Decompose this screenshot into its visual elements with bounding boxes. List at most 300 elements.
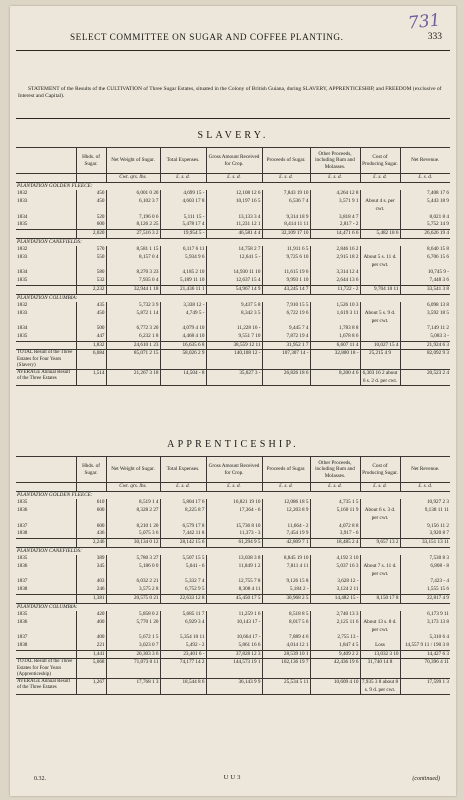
table-cell: 7,442 11 8 (160, 530, 206, 538)
table-cell: 570 (76, 246, 106, 254)
subtotal-cell: 1,381 (76, 594, 106, 603)
subtotal-cell: 30,968 2 5 (262, 594, 310, 603)
table-row (16, 269, 450, 277)
table-row (16, 325, 450, 333)
table-cell: 9,725 6 10 (262, 254, 310, 269)
table-cell: 15,736 8 10 (206, 523, 262, 531)
apprenticeship-group-name: PLANTATION COLUMBIA: (17, 603, 78, 610)
table-cell: 11,664 - 2 (262, 523, 310, 531)
table-cell: 11,911 6 5 (262, 246, 310, 254)
summary-cell: 7,935 3 8 about 8 s. 9 d. per cwt. (360, 679, 400, 695)
subtotal-cell: 28,142 15 6 (160, 538, 206, 547)
slavery-summary-row (16, 350, 450, 370)
table-cell: 8,021 8 4 (400, 214, 450, 222)
table-cell: 600 (76, 221, 106, 229)
table-cell: 3,338 12 - (160, 302, 206, 310)
subtotal-cell: 22,633 12 8 (160, 594, 206, 603)
subtotal-cell: 5,482 18 6 (360, 229, 400, 238)
subtotal-cell: 19,954 5 - (160, 229, 206, 238)
table-cell: 4,735 1 5 (310, 499, 360, 507)
year-cell: 1836 (17, 563, 28, 570)
table-cell: 11,259 1 6 (206, 611, 262, 619)
slavery-column-header: Hhds. of Sugar. (76, 148, 106, 174)
table-cell: 3,818 4 7 (310, 214, 360, 222)
summary-cell: 25,534 5 11 (262, 679, 310, 695)
subtotal-cell: 32,109 17 10 (262, 229, 310, 238)
subtotal-cell: 31,952 1 7 (262, 341, 310, 350)
subtotal-cell: 45,450 17 5 (206, 594, 262, 603)
table-cell: 7,811 4 11 (262, 563, 310, 578)
table-cell: 6,929 3 4 (160, 619, 206, 634)
apprenticeship-subtotal-row (16, 538, 450, 547)
subtotal-cell: 16,635 6 8 (160, 341, 206, 350)
table-cell: 8,017 5 6 (262, 619, 310, 634)
table-cell: 10,664 17 - (206, 634, 262, 642)
table-cell: 1,847 4 5 (310, 642, 360, 650)
table-cell: 7,889 4 6 (262, 634, 310, 642)
table-cell: 435 (76, 302, 106, 310)
table-cell: 7,935 0 4 (106, 277, 160, 285)
year-cell: 1834 (17, 269, 28, 276)
slavery-column-header: Proceeds of Sugar. (262, 148, 310, 174)
table-cell: 532 (76, 277, 106, 285)
table-cell: 5,861 16 6 (206, 642, 262, 650)
table-cell (360, 325, 400, 333)
table-cell: 7,872 19 4 (262, 333, 310, 341)
table-cell: 5,507 15 5 (160, 555, 206, 563)
table-cell: 4,185 2 10 (160, 269, 206, 277)
slavery-unit-label: £. s. d. (310, 174, 360, 183)
apprenticeship-unit-label: £. s. d. (262, 483, 310, 492)
year-cell: 1836 (17, 618, 28, 625)
summary-cell: 1,514 (76, 370, 106, 386)
year-cell: 1833 (17, 198, 28, 205)
slavery-unit-label: £. s. d. (206, 174, 262, 183)
slavery-unit-label: Cwt. qrs. lbs. (106, 174, 160, 183)
table-row (16, 254, 450, 269)
apprenticeship-unit-label: £. s. d. (400, 483, 450, 492)
table-cell: 3,314 12 4 (310, 269, 360, 277)
summary-cell: 71,073 0 11 (106, 659, 160, 679)
table-cell: 10,143 17 - (206, 619, 262, 634)
table-cell: 8,210 1 20 (106, 523, 160, 531)
table-cell: 8,126 2 25 (106, 221, 160, 229)
subtotal-cell: 43,245 14 7 (262, 285, 310, 294)
table-cell: 9,126 15 8 (262, 578, 310, 586)
table-cell: 1,619 3 11 (310, 310, 360, 325)
subtotal-cell: 14,427 6 3 (400, 650, 450, 659)
table-row (16, 221, 450, 229)
table-cell: 3,575 2 8 (106, 586, 160, 594)
summary-cell: 26,826 18 6 (262, 370, 310, 386)
table-cell (360, 333, 400, 341)
table-cell: 450 (76, 190, 106, 198)
table-cell: 4,072 8 8 (310, 523, 360, 531)
year-cell: 1835 (17, 555, 28, 562)
apprenticeship-summary-row (16, 679, 450, 695)
table-cell: Loss (360, 642, 400, 650)
table-cell: 10,927 2 3 (400, 499, 450, 507)
table-cell: 6,117 6 11 (160, 246, 206, 254)
table-cell: 5,492 - 2 (160, 642, 206, 650)
table-row (16, 578, 450, 586)
table-cell: 4,603 17 8 (160, 198, 206, 213)
apprenticeship-units-row (16, 483, 450, 492)
table-cell: About 13 s. 8 d. per cwt. (360, 619, 400, 634)
table-cell: 8,518 8 5 (262, 611, 310, 619)
table-cell: 5,111 15 - (160, 214, 206, 222)
year-cell: 1834 (17, 325, 28, 332)
summary-label: AVERAGE Annual Result of the Three Estates (16, 370, 76, 386)
table-cell: 520 (76, 214, 106, 222)
table-cell: 5,037 16 3 (310, 563, 360, 578)
summary-cell: 8,200 4 6 (310, 370, 360, 386)
table-cell: 450 (76, 198, 106, 213)
section-heading-apprenticeship: APPRENTICESHIP. (167, 439, 299, 450)
subtotal-cell: 32,944 1 18 (106, 285, 160, 294)
table-cell: 3,023 0 7 (106, 642, 160, 650)
summary-cell: 42,436 19 6 (310, 659, 360, 679)
year-cell: 1835 (17, 499, 28, 506)
table-cell: 9,551 7 10 (206, 333, 262, 341)
subtotal-cell (16, 650, 76, 659)
slavery-summary-row (16, 370, 450, 386)
slavery-unit-label (76, 174, 106, 183)
table-cell: 5,872 1 14 (106, 310, 160, 325)
table-cell: About 6 s. 3 d. per cwt. (360, 507, 400, 522)
table-cell: 5,804 17 6 (160, 499, 206, 507)
table-cell: 9,314 18 9 (262, 214, 310, 222)
apprenticeship-table (16, 456, 450, 695)
table-cell: 2,846 16 2 (310, 246, 360, 254)
subtotal-cell: 13,032 3 10 (360, 650, 400, 659)
table-cell (360, 586, 400, 594)
subtotal-cell: 2,232 (76, 285, 106, 294)
table-cell: 600 (76, 507, 106, 522)
table-cell: 9,138 11 11 (400, 507, 450, 522)
table-row (16, 302, 450, 310)
summary-cell: 85,071 2 15 (106, 350, 160, 370)
year-cell: 1832 (17, 302, 28, 309)
apprenticeship-group-name: PLANTATION GOLDEN FLEECE: (17, 491, 93, 498)
subtotal-cell: 8,150 17 8 (360, 594, 400, 603)
table-cell: 5,041 - 6 (160, 563, 206, 578)
subtotal-cell: 6,607 11 4 (310, 341, 360, 350)
table-cell: 12,086 18 5 (262, 499, 310, 507)
table-row (16, 499, 450, 507)
table-row (16, 277, 450, 285)
summary-label: TOTAL Result of the Three Estates for Four Years (Slavery) (16, 350, 76, 370)
statement-paragraph: STATEMENT of the Results of the CULTIVATION of Three Sugar Estates, situated in the Colony of British Guiana, during SLAVERY, APPRENTICESHIP, and FREEDOM (exclusive of Interest and Capital). (18, 86, 442, 100)
summary-cell: 5,068 (76, 659, 106, 679)
table-cell: 610 (76, 499, 106, 507)
summary-cell: 32,800 18 - (310, 350, 360, 370)
table-cell: 600 (76, 523, 106, 531)
table-cell: 9,993 1 10 (262, 277, 310, 285)
subtotal-cell: 21,924 6 3 (400, 341, 450, 350)
table-cell: 1,526 10 3 (310, 302, 360, 310)
apprenticeship-group-heading-row (16, 547, 450, 555)
table-cell: 221 (76, 642, 106, 650)
year-cell: 1836 (17, 507, 28, 514)
table-cell: 8,328 2 27 (106, 507, 160, 522)
table-cell: 420 (76, 611, 106, 619)
slavery-column-header: Total Expenses. (160, 148, 206, 174)
table-cell: 4,749 5 - (160, 310, 206, 325)
table-cell: 7,408 17 6 (400, 190, 450, 198)
apprenticeship-column-header (16, 457, 76, 483)
summary-cell: 102,136 19 7 (262, 659, 310, 679)
table-cell: 5,310 6 4 (400, 634, 450, 642)
subtotal-cell: 30,134 0 12 (106, 538, 160, 547)
summary-cell: 17,768 1 3 (106, 679, 160, 695)
table-cell: 3,917 - 6 (310, 530, 360, 538)
subtotal-cell (16, 594, 76, 603)
subtotal-cell: 42,809 7 1 (262, 538, 310, 547)
apprenticeship-group-heading-row (16, 603, 450, 611)
table-cell: 9,156 11 2 (400, 523, 450, 531)
slavery-column-header: Net Revenue. (400, 148, 450, 174)
table-cell: 3,571 9 1 (310, 198, 360, 213)
footer-continued: (continued) (412, 776, 440, 782)
table-cell: 8,270 3 23 (106, 269, 160, 277)
table-cell: 14,557 9 11 / 190 3 8 (400, 642, 450, 650)
slavery-table (16, 147, 450, 386)
summary-cell: 21,267 3 18 (106, 370, 160, 386)
subtotal-cell: 2,246 (76, 538, 106, 547)
slavery-group-heading-row (16, 294, 450, 302)
table-row (16, 523, 450, 531)
table-row (16, 563, 450, 578)
table-cell: 7,149 11 2 (400, 325, 450, 333)
table-row (16, 586, 450, 594)
table-cell: 5,780 3 27 (106, 555, 160, 563)
table-cell: 11,849 1 2 (206, 563, 262, 578)
subtotal-cell: 24,610 1 23 (106, 341, 160, 350)
subtotal-cell: 22,817 4 9 (400, 594, 450, 603)
table-cell: 500 (76, 325, 106, 333)
table-cell: 6,536 7 4 (262, 198, 310, 213)
table-cell: 12,203 8 9 (262, 507, 310, 522)
table-cell: 6,808 - 8 (400, 563, 450, 578)
table-cell: About 7 s. 11 d. per cwt. (360, 563, 400, 578)
summary-cell: 58,026 2 9 (160, 350, 206, 370)
apprenticeship-unit-label: £. s. d. (360, 483, 400, 492)
table-row (16, 619, 450, 634)
table-cell: 17,364 - 6 (206, 507, 262, 522)
summary-cell: 70,396 4 11 (400, 659, 450, 679)
subtotal-cell: 33,541 3 8 (400, 285, 450, 294)
year-cell: 1832 (17, 190, 28, 197)
summary-cell: 82,092 9 3 (400, 350, 450, 370)
table-row (16, 310, 450, 325)
table-cell: 6,098 13 8 (400, 302, 450, 310)
apprenticeship-unit-label: £. s. d. (310, 483, 360, 492)
slavery-unit-label: £. s. d. (262, 174, 310, 183)
subtotal-cell (16, 538, 76, 547)
table-cell: 5,184 2 - (262, 586, 310, 594)
year-cell: 1837 (17, 522, 28, 529)
table-cell: 2,740 13 3 (310, 611, 360, 619)
table-cell: 246 (76, 586, 106, 594)
table-cell: 7,423 - 4 (400, 578, 450, 586)
slavery-column-header: Other Proceeds, including Rum and Molasses. (310, 148, 360, 174)
year-cell: 1838 (17, 586, 28, 593)
table-cell: 5,478 17 4 (160, 221, 206, 229)
table-cell: 14,758 2 7 (206, 246, 262, 254)
subtotal-cell: 9,657 13 2 (360, 538, 400, 547)
summary-cell: 25,215 4 9 (360, 350, 400, 370)
subtotal-cell: 18,485 2 4 (310, 538, 360, 547)
apprenticeship-group-name: PLANTATION CANEFIELDS: (17, 547, 82, 554)
table-cell: 7,843 19 10 (262, 190, 310, 198)
slavery-unit-label: £. s. d. (160, 174, 206, 183)
table-row (16, 214, 450, 222)
summary-cell: 17,599 1 3 (400, 679, 450, 695)
table-cell (360, 530, 400, 538)
table-cell: 6,173 9 11 (400, 611, 450, 619)
table-cell: 2,817 - 2 (310, 221, 360, 229)
subtotal-cell: 28,539 10 1 (262, 650, 310, 659)
table-cell: About 5 s. 11 d. per cwt. (360, 254, 400, 269)
footer-signature-mark: UU3 (223, 774, 243, 781)
table-row (16, 642, 450, 650)
header-rule (16, 50, 450, 51)
table-cell: 4,699 15 - (160, 190, 206, 198)
table-cell: 11,615 19 6 (262, 269, 310, 277)
table-cell (360, 269, 400, 277)
subtotal-cell: 20,303 3 6 (106, 650, 160, 659)
summary-cell: 144,573 19 1 (206, 659, 262, 679)
table-cell: 8,342 3 5 (206, 310, 262, 325)
subtotal-cell: 1,441 (76, 650, 106, 659)
table-cell: 5,770 1 20 (106, 619, 160, 634)
table-row (16, 198, 450, 213)
table-cell (360, 523, 400, 531)
apprenticeship-unit-label: £. s. d. (160, 483, 206, 492)
table-cell: 1,678 8 6 (310, 333, 360, 341)
table-cell: 4,014 12 1 (262, 642, 310, 650)
table-cell: 8,414 11 11 (262, 221, 310, 229)
subtotal-cell: 38,559 12 11 (206, 341, 262, 350)
subtotal-cell: 9,409 2 2 (310, 650, 360, 659)
statement-rule (16, 118, 450, 119)
table-cell: 2,125 11 6 (310, 619, 360, 634)
table-cell: 450 (76, 310, 106, 325)
table-cell: 400 (76, 619, 106, 634)
table-cell: 550 (76, 254, 106, 269)
subtotal-cell: 54,967 14 9 (206, 285, 262, 294)
table-cell: 7,530 8 3 (400, 555, 450, 563)
slavery-subtotal-row (16, 229, 450, 238)
section-heading-slavery: SLAVERY. (197, 130, 269, 141)
table-cell: 5,685 11 7 (160, 611, 206, 619)
year-cell: 1835 (17, 277, 28, 284)
table-row (16, 507, 450, 522)
table-cell: 436 (76, 530, 106, 538)
apprenticeship-column-header: Gross Amount Received for Crop. (206, 457, 262, 483)
summary-cell: 107,307 14 - (262, 350, 310, 370)
page-number: 333 (427, 32, 442, 42)
year-cell: 1833 (17, 309, 28, 316)
table-cell: 8,640 15 8 (400, 246, 450, 254)
subtotal-cell: 14,471 6 6 (310, 229, 360, 238)
apprenticeship-group-heading-row (16, 491, 450, 499)
table-cell: 12,108 12 6 (206, 190, 262, 198)
apprenticeship-unit-label: Cwt. qrs. lbs. (106, 483, 160, 492)
slavery-group-name: PLANTATION COLUMBIA: (17, 294, 78, 301)
table-cell: 11,373 - 3 (206, 530, 262, 538)
table-cell: 7,910 15 5 (262, 302, 310, 310)
year-cell: 1835 (17, 221, 28, 228)
subtotal-cell: 23,401 6 - (160, 650, 206, 659)
table-row (16, 611, 450, 619)
apprenticeship-unit-label (76, 483, 106, 492)
summary-cell: 31,740 14 8 (360, 659, 400, 679)
apprenticeship-column-header: Cost of Producing Sugar. (360, 457, 400, 483)
table-cell: 6,579 17 8 (160, 523, 206, 531)
table-cell: 1,783 8 8 (310, 325, 360, 333)
table-cell: 10,197 16 5 (206, 198, 262, 213)
table-cell: 4,079 4 10 (160, 325, 206, 333)
table-cell: 4,468 4 10 (160, 333, 206, 341)
subtotal-cell (16, 341, 76, 350)
table-cell: 3,124 2 11 (310, 586, 360, 594)
slavery-group-heading-row (16, 238, 450, 246)
subtotal-cell (16, 229, 76, 238)
document-page (10, 6, 456, 796)
table-row (16, 246, 450, 254)
table-cell: 5,189 11 10 (160, 277, 206, 285)
year-cell: 1832 (17, 246, 28, 253)
table-cell: 11,231 12 1 (206, 221, 262, 229)
table-cell: 14,930 11 10 (206, 269, 262, 277)
table-cell: 2,915 18 2 (310, 254, 360, 269)
table-cell: 6,102 3 7 (106, 198, 160, 213)
slavery-column-header (16, 148, 76, 174)
table-cell: 7,196 0 6 (106, 214, 160, 222)
apprenticeship-column-header: Hhds. of Sugar. (76, 457, 106, 483)
table-cell: 10,745 9 - (400, 269, 450, 277)
table-cell: 8,157 0 4 (106, 254, 160, 269)
table-cell: 2,755 13 - (310, 634, 360, 642)
slavery-group-name: PLANTATION GOLDEN FLEECE: (17, 182, 93, 189)
table-cell: 6,772 3 20 (106, 325, 160, 333)
apprenticeship-column-header: Net Revenue. (400, 457, 450, 483)
table-cell: 1,555 15 6 (400, 586, 450, 594)
table-cell (360, 221, 400, 229)
table-cell: 8,308 4 11 (206, 586, 262, 594)
slavery-units-row (16, 174, 450, 183)
summary-label: TOTAL Result of the Three Estates for Four Years (Apprenticeship) (16, 659, 76, 679)
table-cell (360, 190, 400, 198)
table-cell (360, 499, 400, 507)
summary-cell: 74,177 14 2 (160, 659, 206, 679)
table-cell: 7,454 19 9 (262, 530, 310, 538)
apprenticeship-subtotal-row (16, 594, 450, 603)
table-cell (360, 277, 400, 285)
apprenticeship-unit-label (16, 483, 76, 492)
table-cell: 389 (76, 555, 106, 563)
table-cell: 13,038 3 8 (206, 555, 262, 563)
apprenticeship-header-row (16, 457, 450, 483)
summary-cell: 10,609 4 10 (310, 679, 360, 695)
table-cell: 3,592 18 5 (400, 310, 450, 325)
slavery-unit-label (16, 174, 76, 183)
apprenticeship-subtotal-row (16, 650, 450, 659)
subtotal-cell: 10,027 15 4 (360, 341, 400, 350)
apprenticeship-column-header: Other Proceeds, including Rum and Molasses. (310, 457, 360, 483)
